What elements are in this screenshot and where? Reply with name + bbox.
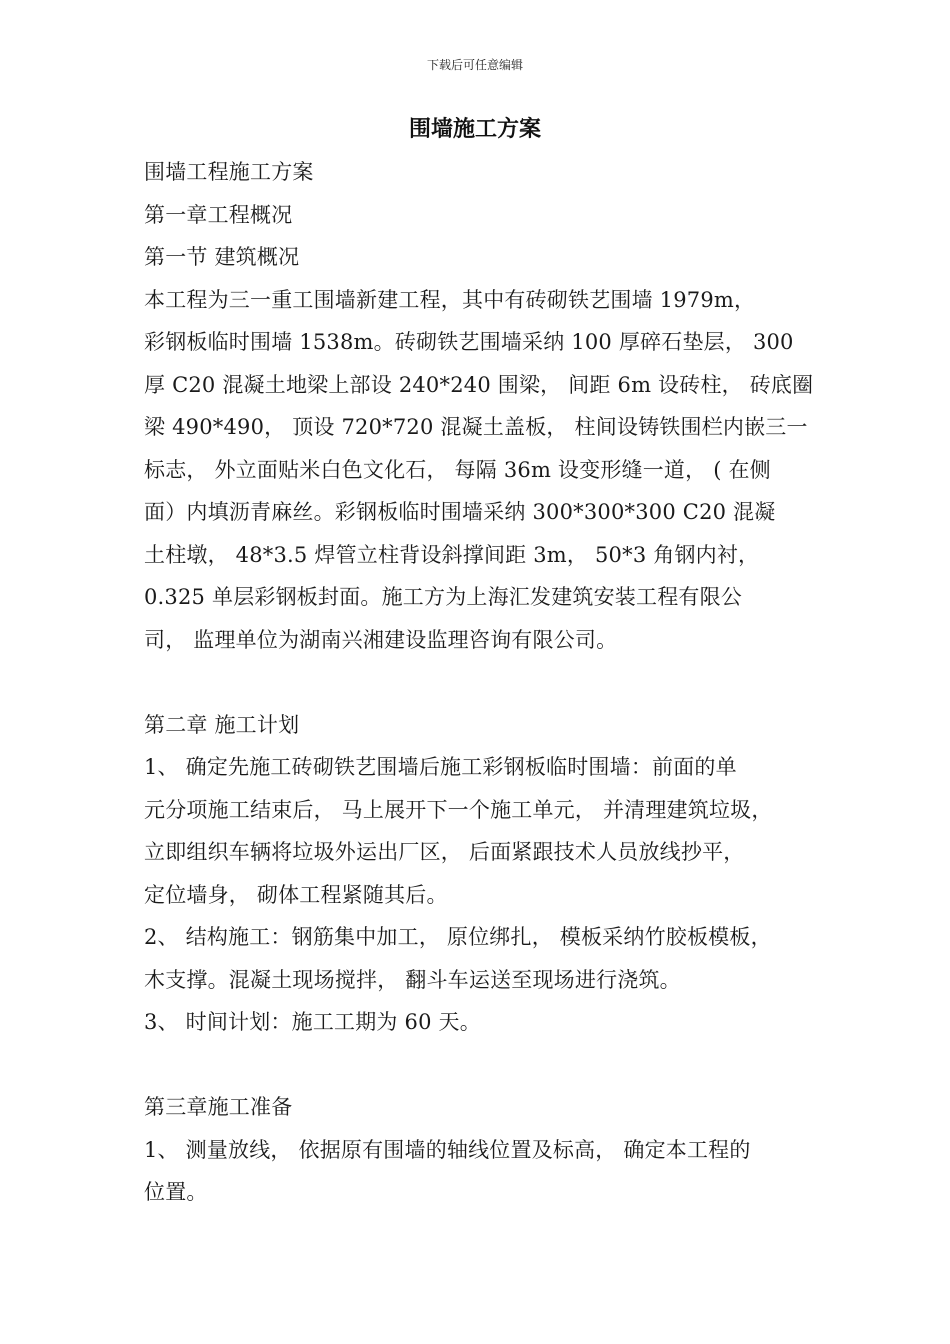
paragraph-line: 彩钢板临时围墙 1538m。砖砌铁艺围墙采纳 100 厚碎石垫层， 300: [144, 330, 794, 354]
paragraph-line: 面）内填沥青麻丝。彩钢板临时围墙采纳 300*300*300 C20 混凝: [144, 500, 776, 524]
list-item-line: 位置。: [144, 1180, 208, 1204]
list-item-line: 1、 测量放线， 依据原有围墙的轴线位置及标高， 确定本工程的: [144, 1137, 751, 1162]
chapter-heading: 第一章工程概况: [144, 202, 293, 227]
paragraph-line: 标志， 外立面贴米白色文化石， 每隔 36m 设变形缝一道， ( 在侧: [144, 457, 771, 482]
blank-line: [144, 661, 809, 704]
paragraph-line: 司， 监理单位为湖南兴湘建设监理咨询有限公司。: [144, 627, 618, 652]
list-item-line: 立即组织车辆将垃圾外运出厂区， 后面紧跟技术人员放线抄平，: [144, 840, 745, 864]
document-body: [144, 151, 814, 1214]
blank-line: [144, 1044, 809, 1087]
list-item-line: 元分项施工结束后， 马上展开下一个施工单元， 并清理建筑垃圾，: [144, 797, 773, 822]
section-heading: 第一节 建筑概况: [144, 245, 300, 269]
paragraph-line: 梁 490*490， 顶设 720*720 混凝土盖板， 柱间设铸铁围栏内嵌三一: [144, 415, 808, 439]
list-item-line: 木支撑。混凝土现场搅拌， 翻斗车运送至现场进行浇筑。: [144, 967, 681, 992]
header-note: 下载后可任意编辑: [426, 58, 523, 72]
list-item-line: 3、 时间计划：施工工期为 60 天。: [144, 1010, 481, 1034]
chapter-heading: 第三章施工准备: [144, 1095, 293, 1119]
paragraph-line: 厚 C20 混凝土地梁上部设 240*240 围梁， 间距 6m 设砖柱， 砖底圈: [144, 372, 814, 397]
list-item-line: 定位墙身， 砌体工程紧随其后。: [144, 882, 448, 907]
section-heading: 围墙工程施工方案: [144, 160, 314, 184]
list-item-line: 2、 结构施工：钢筋集中加工， 原位绑扎， 模板采纳竹胶板模板，: [144, 925, 772, 949]
paragraph-line: 本工程为三一重工围墙新建工程，其中有砖砌铁艺围墙 1979m，: [144, 287, 756, 312]
paragraph-line: 0.325 单层彩钢板封面。施工方为上海汇发建筑安装工程有限公: [144, 585, 742, 609]
chapter-heading: 第二章 施工计划: [144, 712, 300, 737]
document-title: 围墙施工方案: [408, 117, 541, 142]
list-item-line: 1、 确定先施工砖砌铁艺围墙后施工彩钢板临时围墙：前面的单: [144, 755, 737, 779]
paragraph-line: 土柱墩， 48*3.5 焊管立柱背设斜撑间距 3m， 50*3 角钢内衬，: [144, 542, 760, 567]
